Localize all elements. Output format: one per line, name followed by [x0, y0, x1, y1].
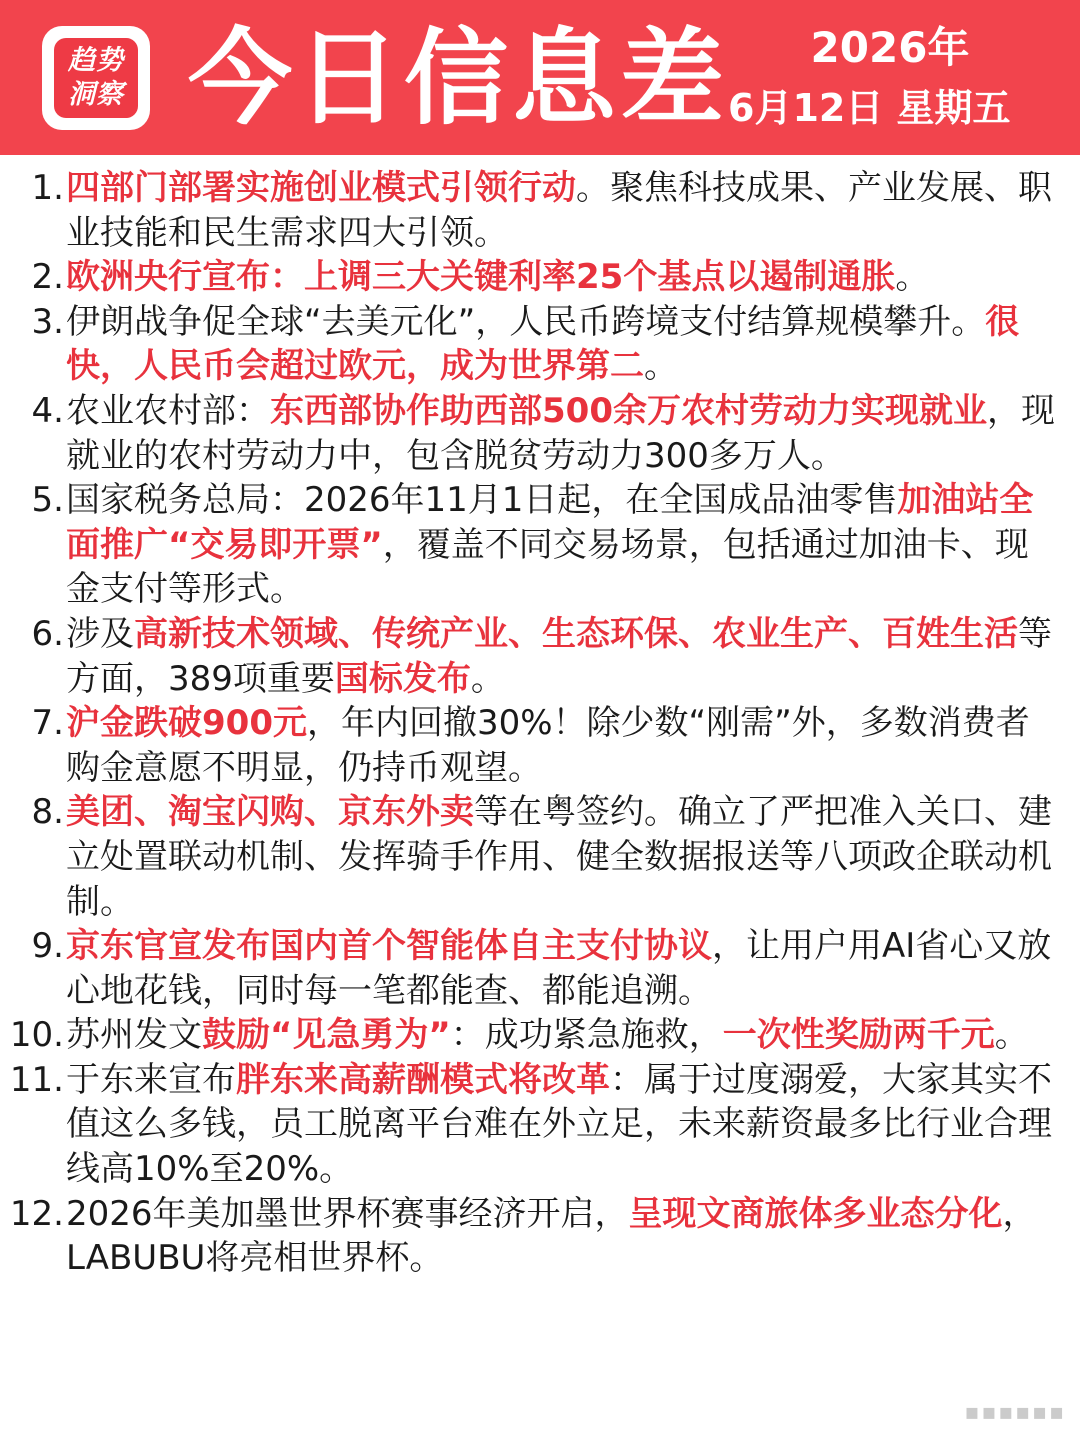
highlight-text: 呈现文商旅体多业态分化	[628, 1193, 1003, 1234]
header-banner	[0, 0, 1080, 155]
body-text: 等方面，389项重要	[66, 613, 1052, 699]
logo-text-line1: 趋势	[68, 45, 124, 76]
highlight-text: 国标发布	[334, 658, 471, 699]
news-item-number: 7.	[31, 703, 64, 744]
news-item-number: 11.	[9, 1059, 64, 1100]
highlight-text: 四部门部署实施创业模式引领行动	[66, 168, 576, 208]
highlight-text: 美团、淘宝闪购、京东外卖	[66, 792, 474, 833]
news-item-number: 3.	[31, 301, 64, 342]
highlight-text: 很快，人民币会超过欧元，成为世界第二	[66, 301, 1020, 387]
app-logo	[42, 26, 150, 130]
news-item	[0, 1058, 1080, 1192]
body-text: ，LABUBU将亮相世界杯。	[66, 1193, 1037, 1279]
news-item	[0, 790, 1080, 924]
body-text: ，覆盖不同交易场景，包括通过加油卡、现金支付等形式。	[66, 524, 1029, 610]
highlight-text: 高新技术领域、传统产业、生态环保、农业生产、百姓生活	[134, 613, 1018, 654]
highlight-text: 一次性奖励两千元	[722, 1015, 995, 1056]
highlight-text: 沪金跌破900元	[66, 703, 307, 744]
body-text: ，现就业的农村劳动力中，包含脱贫劳动力300多万人。	[66, 390, 1055, 476]
body-text: 。	[895, 257, 930, 298]
body-text: ：成功紧急施救，	[450, 1015, 723, 1056]
highlight-text: 京东官宣发布国内首个智能体自主支付协议	[66, 926, 712, 967]
news-item	[0, 1192, 1080, 1281]
body-text: 于东来宣布	[66, 1059, 236, 1100]
body-text: 。	[644, 346, 678, 387]
news-item-number: 1.	[31, 168, 64, 208]
logo-badge	[54, 38, 138, 118]
news-item	[0, 612, 1080, 701]
body-text: 涉及	[66, 613, 134, 654]
news-list	[0, 166, 1080, 1281]
news-item	[0, 300, 1080, 389]
body-text: 伊朗战争促全球“去美元化”，人民币跨境支付结算规模攀升。	[66, 301, 986, 342]
page-title: 今日信息差	[188, 17, 729, 139]
body-text: ，让用户用AI省心又放心地花钱，同时每一笔都能查、都能追溯。	[66, 926, 1052, 1011]
news-item-number: 12.	[9, 1193, 64, 1234]
news-item-number: 4.	[31, 390, 64, 431]
body-text: 。聚焦科技成果、产业发展、职业技能和民生需求四大引领。	[66, 168, 1052, 253]
body-text: 。	[470, 658, 505, 699]
highlight-text: 胖东来高薪酬模式将改革	[236, 1059, 610, 1100]
news-item-number: 6.	[31, 613, 64, 654]
highlight-text: 东西部协作助西部500余万农村劳动力实现就业	[270, 390, 987, 431]
news-item-number: 2.	[31, 257, 64, 298]
news-item	[0, 389, 1080, 478]
highlight-text: 加油站全面推广“交易即开票”	[66, 480, 1034, 565]
news-item	[0, 924, 1080, 1013]
news-item-number: 10.	[9, 1015, 64, 1056]
news-item-number: 8.	[31, 792, 64, 833]
news-item	[0, 1013, 1080, 1058]
news-item	[0, 255, 1080, 300]
news-item	[0, 701, 1080, 790]
body-text: 。	[994, 1015, 1029, 1056]
body-text: 国家税务总局：2026年11月1日起，在全国成品油零售	[66, 480, 898, 521]
news-item	[0, 166, 1080, 255]
news-item-number: 5.	[31, 480, 64, 521]
body-text: ：属于过度溺爱，大家其实不值这么多钱，员工脱离平台难在外立足，未来薪资最多比行业合理线高10%至20%。	[66, 1059, 1052, 1190]
date-year: 2026年	[810, 23, 970, 72]
logo-text-line2: 洞察	[68, 79, 124, 110]
news-item-number: 9.	[31, 926, 64, 967]
date-day: 6月12日 星期五	[728, 86, 1011, 130]
highlight-text: 鼓励“见急勇为”	[202, 1015, 451, 1056]
watermark-dots: ▪▪▪▪▪▪	[964, 1400, 1066, 1425]
body-text: 等在粤签约。确立了严把准入关口、建立处置联动机制、发挥骑手作用、健全数据报送等八项政企联动机制。	[66, 792, 1052, 922]
highlight-text: 欧洲央行宣布：上调三大关键利率25个基点以遏制通胀	[66, 257, 896, 298]
body-text: 2026年美加墨世界杯赛事经济开启，	[66, 1193, 629, 1234]
body-text: ，年内回撤30%！除少数“刚需”外，多数消费者购金意愿不明显，仍持币观望。	[66, 703, 1030, 788]
body-text: 农业农村部：	[66, 390, 270, 431]
body-text: 苏州发文	[66, 1015, 202, 1056]
news-item	[0, 478, 1080, 612]
